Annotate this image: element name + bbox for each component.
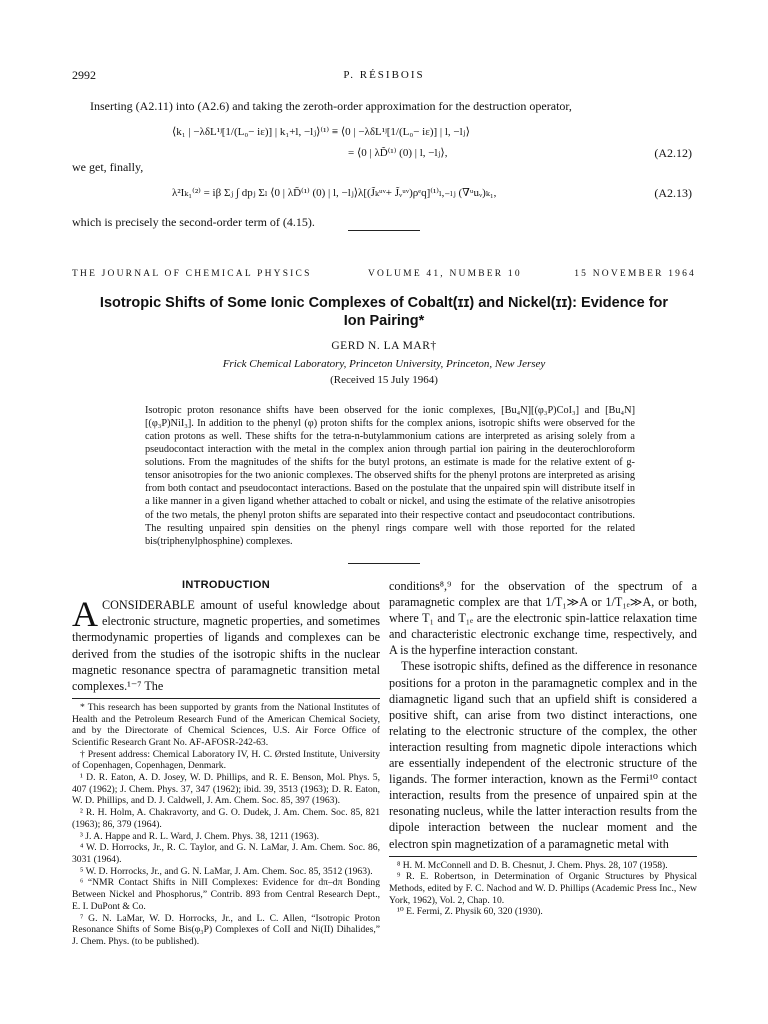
- article-author: GERD N. LA MAR†: [331, 340, 437, 352]
- abstract: Isotropic proton resonance shifts have been observed for the ionic complexes, [Bu₄N][(φ₃P)CoI₃] and [Bu₄N][(φ₃P)NiI₃]. In addition to the phenyl (φ) proton shifts for the complex anions, isotropic shifts were observed for the cation protons as well. These shifts for the tetra-n-butylammonium cations are interpreted as arising solely from a pseudocontact interaction with the metal in the complex anion through partial ion pairing in the deuterochloroform solutions. From the magnitudes of the shifts for the butyl protons, an estimate is made for the relative extent of g-tensor anisotropies for the two anionic complexes. The observed shifts for the phenyl protons are interpreted as arising from both contact and pseudocontact interactions. Based on the postulate that the unpaired spin will distribute itself in a like manner in a given ligand whether attached to cobalt or nickel, and using the estimate of the relative anisotropies of the two metals, the phenyl proton shifts are separated into their respective contact and pseudocontact contributions. The resulting unpaired spin densities on the phenyl rings compare well with those reported for the related bis(triphenylphosphine) complexes.: [145, 405, 635, 547]
- section-heading: INTRODUCTION: [182, 579, 270, 591]
- footnote: ³ J. A. Happe and R. L. Ward, J. Chem. Phys. 38, 1211 (1963).: [80, 830, 319, 842]
- received-date: (Received 15 July 1964): [330, 374, 438, 386]
- abstract-divider: [348, 563, 420, 564]
- footnote: † Present address: Chemical Laboratory IV, H. C. Ørsted Institute, University of Copenhagen, Copenhagen, Denmark.: [72, 748, 380, 772]
- footnote: ¹⁰ E. Fermi, Z. Physik 60, 320 (1930).: [397, 906, 543, 918]
- journal-name: THE JOURNAL OF CHEMICAL PHYSICS: [72, 269, 312, 279]
- continuation-text-1: Inserting (A2.11) into (A2.6) and taking the zeroth-order approximation for the destruction operator,: [90, 99, 572, 113]
- article-title: Isotropic Shifts of Some Ionic Complexes of Cobalt(ɪɪ) and Nickel(ɪɪ): Evidence for Ion Pairing*: [99, 295, 669, 330]
- footnote-divider: [389, 856, 697, 857]
- equation-number-a2-12: (A2.12): [654, 146, 692, 160]
- running-head-author: P. RÉSIBOIS: [343, 69, 425, 81]
- footnote: ¹ D. R. Eaton, A. D. Josey, W. D. Phillips, and R. E. Benson, Mol. Phys. 5, 407 (1962); J. Chem. Phys. 37, 347 (1962); ibid. 39, 3513 (1963); D. R. Eaton, W. D. Phillips, and D. J. Caldwell, J. Am. Chem. Soc. 85, 397 (1963).: [72, 772, 380, 807]
- left-footnotes: [72, 702, 380, 948]
- intro-paragraph: [72, 594, 380, 694]
- footnote: ⁹ R. E. Robertson, in Determination of Organic Structures by Physical Methods, edited by F. C. Nachod and W. D. Phillips (Academic Press Inc., New York, 1962), Vol. 2, Chap. 10.: [389, 871, 697, 906]
- journal-date: 15 NOVEMBER 1964: [574, 269, 696, 279]
- body-paragraph: conditions⁸,⁹ for the observation of the spectrum of a paramagnetic complex are that 1/T₁≫A or 1/T₁ₑ≫A, or both, where T₁ and T₁ₑ are the electronic spin-lattice relaxation time and characteristic electronic exchange time, respectively, and A is the hyperfine interaction constant.: [389, 579, 697, 658]
- equation-a2-12-line-2: = ⟨0 | λD̃⁽¹⁾ (0) | l, −lⱼ⟩,: [348, 147, 448, 159]
- footnote: ² R. H. Holm, A. Chakravorty, and G. O. Dudek, J. Am. Chem. Soc. 85, 821 (1963); 86, 379 (1964).: [72, 807, 380, 830]
- page-number: 2992: [72, 68, 96, 82]
- article-affiliation: Frick Chemical Laboratory, Princeton University, Princeton, New Jersey: [222, 358, 546, 370]
- continuation-text-3: which is precisely the second-order term of (4.15).: [72, 215, 315, 229]
- footnote-divider: [72, 698, 380, 699]
- footnote: * This research has been supported by grants from the National Institutes of Health and the Petroleum Research Fund of the American Chemical Society, and by the Directorate of Chemical Sciences, U.S. Air Force Office of Scientific Research Grant No. AF-AFOSR-242-63.: [72, 701, 380, 748]
- equation-number-a2-13: (A2.13): [654, 186, 692, 200]
- body-paragraph: These isotropic shifts, defined as the difference in resonance positions for a proton in the paramagnetic complex and in the diamagnetic ligand such that an upfield shift is considered a positive shift, can arise from two distinct interactions, one relating to the electronic structure of the complex, the other interaction resulting from magnetic dipole interactions which are essentially independent of the electronic structure of the ligands. The former interaction, known as the Fermi¹⁰ contact interaction, results from the presence of unpaired spin at the resonating nucleus, while the latter interaction results from the dipole interaction between the nuclear moment and the electron spin magnetization of a paramagnetic metal with: [389, 659, 697, 851]
- drop-cap: A: [72, 594, 98, 635]
- footnote: ⁴ W. D. Horrocks, Jr., R. C. Taylor, and G. N. LaMar, J. Am. Chem. Soc. 86, 3031 (1964).: [72, 842, 380, 865]
- footnote: ⁵ W. D. Horrocks, Jr., and G. N. LaMar, J. Am. Chem. Soc. 85, 3512 (1963).: [80, 865, 373, 877]
- footnote: ⁶ “NMR Contact Shifts in NiII Complexes: Evidence for dπ–dπ Bonding Between Nickel and Phosphorus,” Contrib. 893 from Central Research Dept., E. I. DuPont & Co.: [72, 877, 380, 912]
- intro-paragraph-text: CONSIDERABLE amount of useful knowledge about electronic structure, magnetic properties, and sometimes thermodynamic properties of ligands and complexes can be derived from the studies of the isotropic shifts in the nuclear magnetic resonance spectra of paramagnetic transition metal complexes.¹⁻⁷ The: [72, 598, 380, 693]
- journal-volume: VOLUME 41, NUMBER 10: [368, 269, 522, 279]
- equation-a2-12-line-1: ⟨k₁ | −λδL¹ʲ[1/(L₀− iε)] | k₁+l, −lⱼ⟩⁽¹⁾ ≡ ⟨0 | −λδL¹ʲ[1/(L₀− iε)] | l, −lⱼ⟩: [172, 126, 470, 138]
- continuation-text-2: we get, finally,: [72, 160, 144, 174]
- footnote: ⁸ H. M. McConnell and D. B. Chesnut, J. Chem. Phys. 28, 107 (1958).: [397, 859, 668, 871]
- right-column: [389, 578, 697, 918]
- right-footnotes: [389, 860, 697, 919]
- equation-a2-13: λ²Iₖ₁⁽²⁾ = iβ Σⱼ ∫ dpⱼ Σₗ ⟨0 | λD̃⁽¹⁾ (0) | l, −lⱼ⟩λ[(J̃ₖᵘᵛ+ J̃ᵥᵘᵛ)ρᵉq]⁽¹⁾ₗ,₋ₗⱼ (∇ᵘuᵥ)ₖ₁,: [172, 187, 497, 199]
- section-divider: [348, 230, 420, 231]
- left-column: [72, 578, 380, 948]
- footnote: ⁷ G. N. LaMar, W. D. Horrocks, Jr., and L. C. Allen, “Isotropic Proton Resonance Shifts of Some Bis(φ₃P) Complexes of CoII and Ni(II) Dihalides,” J. Chem. Phys. (to be published).: [72, 912, 380, 947]
